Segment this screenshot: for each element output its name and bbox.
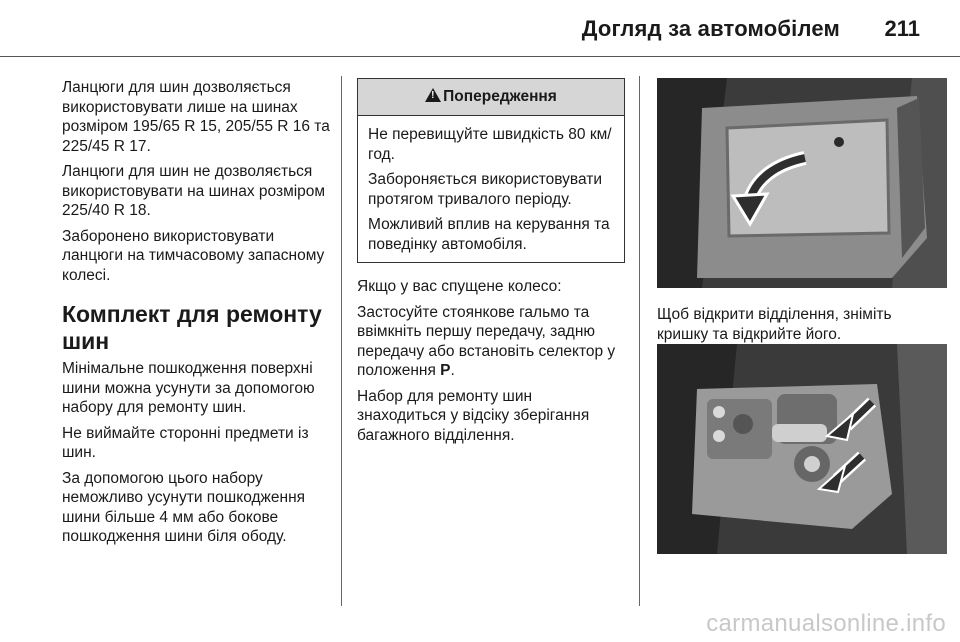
- paragraph-flat-tyre: Якщо у вас спущене колесо:: [357, 278, 562, 295]
- paragraph-chain-allowed: Ланцюги для шин дозволяється використовувати лише на шинах розміром 195/65 R 15, 205/55 R 16 та 225/45 R 17.: [62, 79, 330, 155]
- warning-triangle-icon: !: [425, 88, 441, 102]
- photo-caption: Щоб відкрити відділення, зніміть кришку та відкрийте його.: [657, 306, 892, 343]
- watermark: carmanualsonline.info: [706, 610, 946, 637]
- paragraph-repair-limits: За допомогою цього набору неможливо усунути пошкодження шини більше 4 мм або бокове пошкодження шини біля ободу.: [62, 469, 306, 545]
- column-middle: [357, 78, 625, 451]
- repair-kit-photo: [657, 344, 947, 554]
- warning-speed: Не перевищуйте швидкість 80 км/год.: [368, 126, 612, 163]
- warning-title-text: Попередження: [443, 88, 557, 105]
- gear-position-p: P: [440, 362, 451, 379]
- warning-title: [358, 79, 624, 116]
- warning-body: [358, 116, 624, 262]
- paragraph-parking-brake: [357, 303, 625, 381]
- page-number: 211: [884, 16, 920, 41]
- section-heading: Комплект для ремонту шин: [62, 301, 322, 354]
- paragraph-repair-intro: Мінімальне пошкодження поверхні шини можна усунути за допомогою набору для ремонту шин.: [62, 360, 315, 416]
- paragraph-chain-not-allowed: Ланцюги для шин не дозволяється використовувати на шинах розміром 225/40 R 18.: [62, 163, 326, 219]
- column-divider-1: [341, 76, 342, 606]
- paragraph-chain-spare: Заборонено використовувати ланцюги на тимчасовому запасному колесі.: [62, 227, 325, 284]
- parking-brake-text: Застосуйте стоянкове гальмо та ввімкніть першу передачу, задню передачу або встановіть селектор у положення: [357, 303, 616, 379]
- warning-box: [357, 78, 625, 263]
- warning-duration: Забороняється використовувати протягом тривалого періоду.: [368, 171, 602, 208]
- paragraph-kit-location: Набор для ремонту шин знаходиться у відсіку зберігання багажного відділення.: [357, 387, 590, 444]
- parking-brake-end: .: [450, 362, 455, 379]
- trunk-cover-photo: [657, 78, 947, 288]
- warning-handling: Можливий вплив на керування та поведінку автомобіля.: [368, 216, 610, 253]
- paragraph-foreign-objects: Не виймайте сторонні предмети із шин.: [62, 424, 309, 461]
- header-divider: [0, 56, 960, 57]
- column-left: [62, 78, 330, 553]
- page-title: Догляд за автомобілем: [581, 16, 840, 41]
- page-header: [0, 0, 960, 58]
- column-divider-2: [639, 76, 640, 606]
